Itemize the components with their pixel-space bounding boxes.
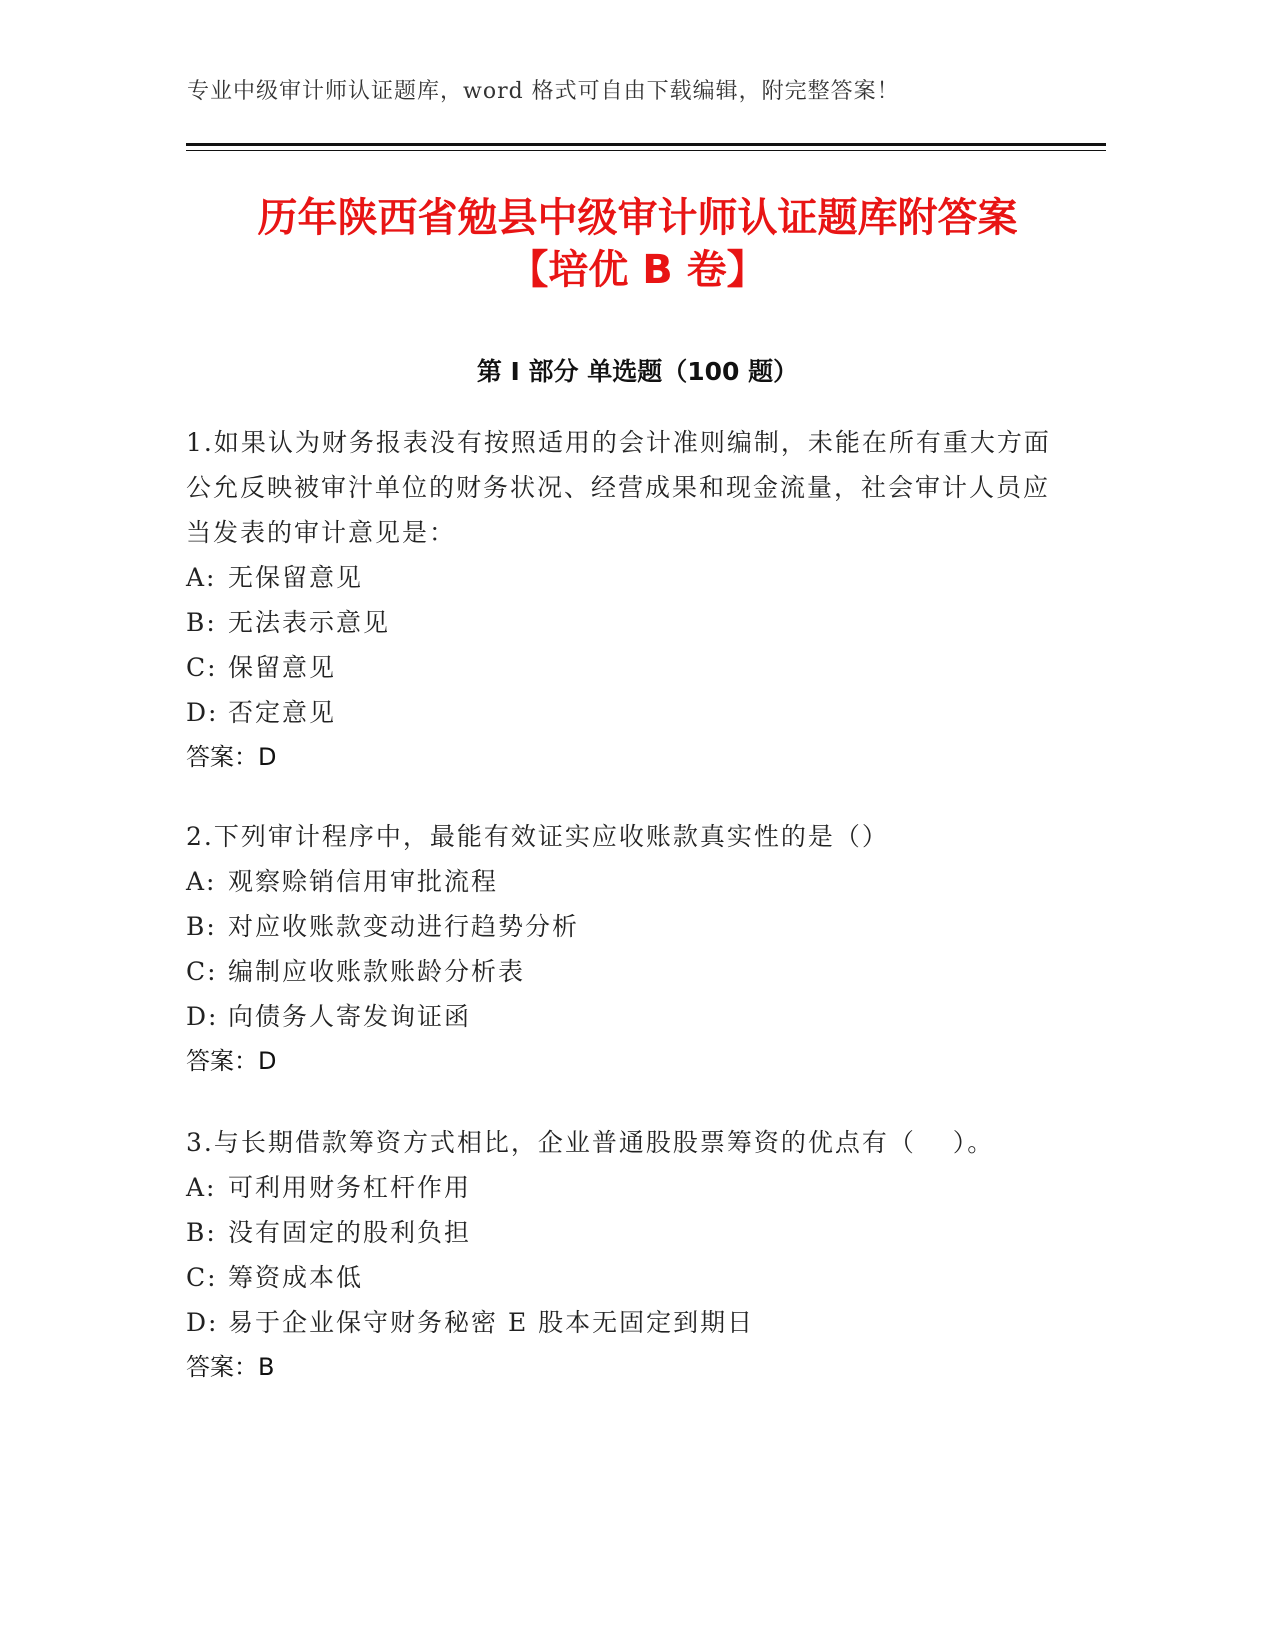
option-letter: D: (186, 1308, 219, 1337)
option-text: 没有固定的股利负担 (228, 1218, 472, 1247)
option-text: 无法表示意见 (228, 608, 391, 637)
option-text: 可利用财务杠杆作用 (228, 1173, 472, 1202)
question-stem: 3.与长期借款筹资方式相比，企业普通股股票筹资的优点有（ ）。 (186, 1128, 995, 1157)
document-title (100, 192, 1175, 296)
option-text: 易于企业保守财务秘密 E 股本无固定到期日 (228, 1308, 755, 1337)
question-stem: 1.如果认为财务报表没有按照适用的会计准则编制，未能在所有重大方面公允反映被审汁单位的财务状况、经营成果和现金流量，社会审计人员应当发表的审计意见是： (186, 428, 1051, 547)
option-a (186, 1165, 1066, 1210)
option-letter: C: (186, 1263, 218, 1292)
option-a (186, 555, 1066, 600)
answer: 答案：D (186, 1047, 277, 1075)
option-c (186, 645, 1066, 690)
option-letter: A: (186, 563, 217, 592)
option-d (186, 690, 1066, 735)
option-b (186, 600, 1066, 645)
option-c (186, 949, 1066, 994)
option-text: 无保留意见 (228, 563, 364, 592)
option-text: 向债务人寄发询证函 (228, 1002, 472, 1031)
option-letter: A: (186, 867, 217, 896)
option-letter: D: (186, 1002, 219, 1031)
option-letter: D: (186, 698, 219, 727)
option-a (186, 859, 1066, 904)
question-stem: 2.下列审计程序中，最能有效证实应收账款真实性的是（） (186, 822, 889, 851)
option-text: 筹资成本低 (228, 1263, 364, 1292)
answer: 答案：D (186, 743, 277, 771)
question-3 (186, 1120, 1066, 1390)
option-letter: B: (186, 912, 217, 941)
option-text: 保留意见 (228, 653, 337, 682)
section-title: 第 I 部分 单选题（100 题） (476, 357, 799, 386)
header-rule-thin (186, 150, 1106, 151)
header-rule-thick (186, 143, 1106, 146)
option-text: 编制应收账款账龄分析表 (228, 957, 526, 986)
option-text: 否定意见 (228, 698, 337, 727)
option-d (186, 1300, 1066, 1345)
question-1 (186, 420, 1066, 780)
title-line-1: 历年陕西省勉县中级审计师认证题库附答案 (257, 195, 1018, 241)
option-d (186, 994, 1066, 1039)
option-text: 对应收账款变动进行趋势分析 (228, 912, 580, 941)
option-c (186, 1255, 1066, 1300)
title-line-2: 【培优 B 卷】 (508, 247, 767, 293)
option-letter: A: (186, 1173, 217, 1202)
option-b (186, 904, 1066, 949)
option-text: 观察赊销信用审批流程 (228, 867, 499, 896)
option-letter: C: (186, 957, 218, 986)
answer: 答案：B (186, 1353, 275, 1381)
option-letter: C: (186, 653, 218, 682)
header-note: 专业中级审计师认证题库，word 格式可自由下载编辑，附完整答案！ (187, 79, 900, 104)
question-2 (186, 814, 1066, 1084)
option-b (186, 1210, 1066, 1255)
option-letter: B: (186, 608, 217, 637)
option-letter: B: (186, 1218, 217, 1247)
